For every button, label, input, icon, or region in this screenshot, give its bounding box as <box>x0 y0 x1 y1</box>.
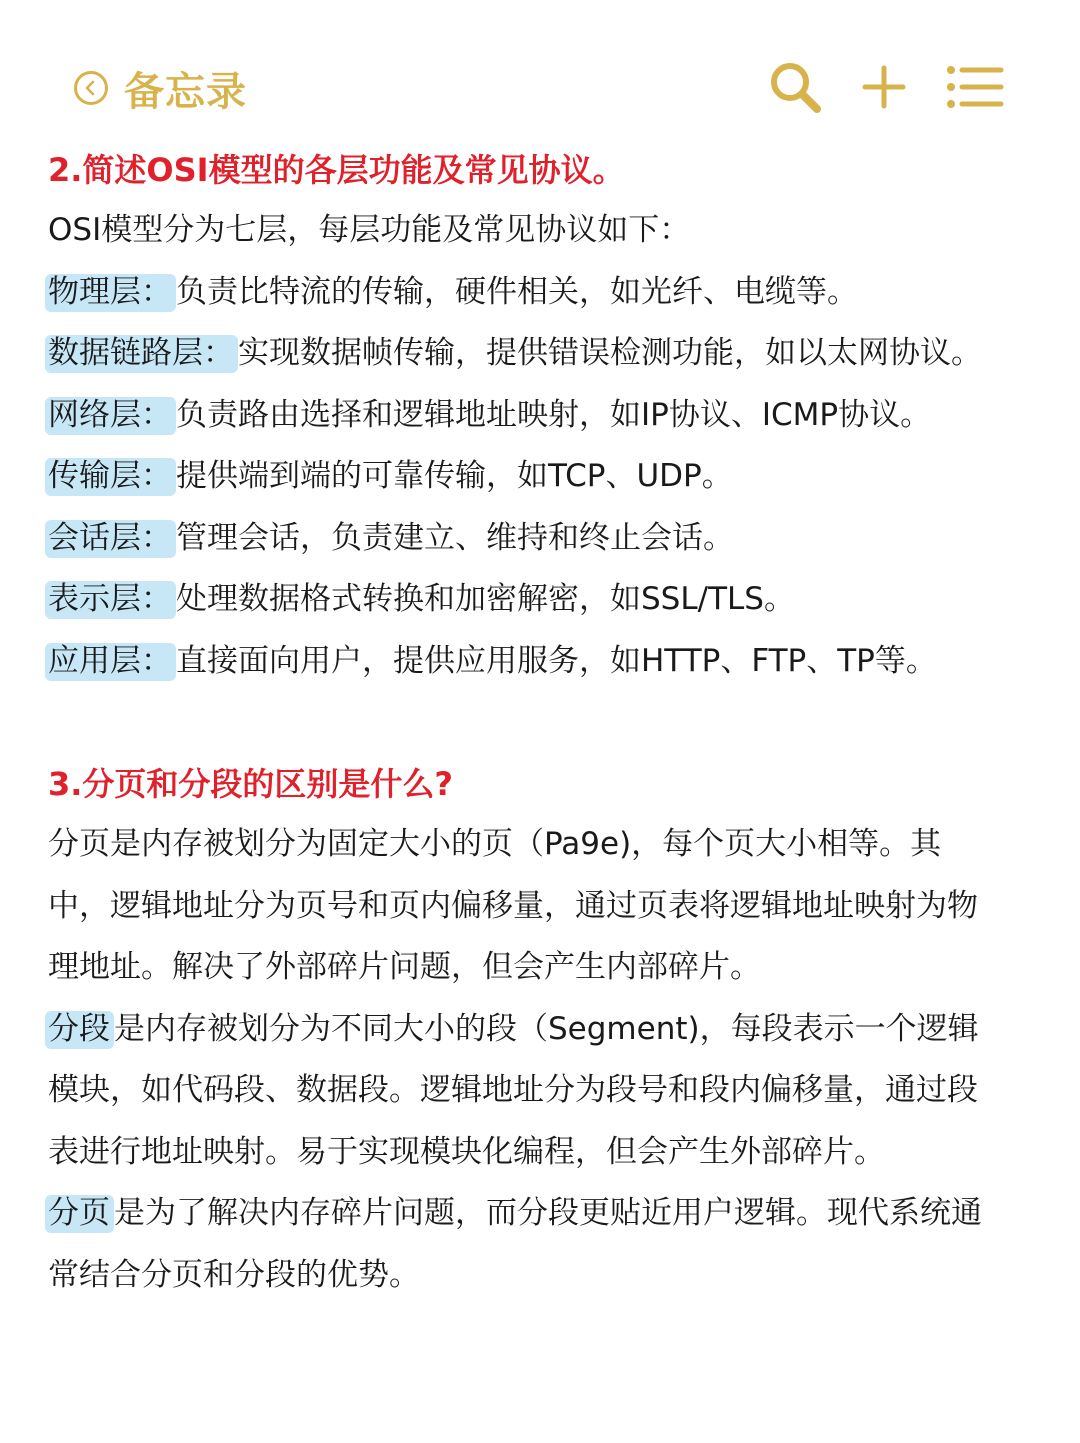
paragraph-line: 中，逻辑地址分为页号和页内偏移量，通过页表将逻辑地址映射为物 <box>48 887 978 924</box>
layer-desc: 实现数据帧传输，提供错误检测功能，如以太网协议。 <box>238 335 982 371</box>
chevron-left-circle-icon <box>74 71 108 105</box>
layer-row <box>48 262 1060 324</box>
layer-row <box>48 385 1060 447</box>
layer-name-highlight: 表示层： <box>45 581 176 619</box>
layer-desc: 负责路由选择和逻辑地址映射，如IP协议、ICMP协议。 <box>176 396 932 433</box>
search-icon[interactable] <box>766 58 824 116</box>
note-content <box>48 140 1060 1306</box>
paragraph-line <box>48 999 1060 1061</box>
paragraph-line: 分页是内存被划分为固定大小的页（Pa9e)，每个页大小相等。其 <box>48 826 942 862</box>
layer-row <box>48 446 1060 508</box>
layer-desc: 直接面向用户，提供应用服务，如HTTP、FTP、TP等。 <box>176 642 937 679</box>
paragraph-line: 表进行地址映射。易于实现模块化编程，但会产生外部碎片。 <box>48 1133 885 1170</box>
osi-intro: OSI模型分为七层，每层功能及常见协议如下： <box>48 212 691 248</box>
layer-desc: 管理会话，负责建立、维持和终止会话。 <box>176 519 734 556</box>
paragraph-line: 理地址。解决了外部碎片问题，但会产生内部碎片。 <box>48 949 761 985</box>
term-highlight: 分段 <box>45 1011 114 1049</box>
section-title-paging: 3.分页和分段的区别是什么? <box>48 765 453 803</box>
nav-title: 备忘录 <box>124 68 247 115</box>
layer-row <box>48 508 1060 570</box>
paragraph-line: 模块，如代码段、数据段。逻辑地址分为段号和段内偏移量，通过段 <box>48 1072 978 1108</box>
layer-row <box>48 569 1060 631</box>
layer-name-highlight: 应用层： <box>45 643 176 681</box>
list-icon[interactable] <box>946 58 1004 116</box>
section-spacer <box>48 692 1060 754</box>
section-title-osi: 2.简述OSI模型的各层功能及常见协议。 <box>48 151 625 189</box>
layer-name-highlight: 网络层： <box>45 397 176 435</box>
layer-desc: 负责比特流的传输，硬件相关，如光纤、电缆等。 <box>176 273 858 310</box>
layer-name-highlight: 数据链路层： <box>45 335 238 373</box>
plus-icon[interactable] <box>855 58 913 116</box>
back-button[interactable] <box>74 62 247 114</box>
layer-desc: 处理数据格式转换和加密解密，如SSL/TLS。 <box>176 581 795 617</box>
layer-name-highlight: 传输层： <box>45 458 176 496</box>
paragraph-text: 是内存被划分为不同大小的段（Segment)，每段表示一个逻辑 <box>114 1010 979 1047</box>
layer-row <box>48 631 1060 693</box>
paragraph-line <box>48 1183 1060 1245</box>
term-highlight: 分页 <box>45 1195 114 1233</box>
paragraph-text: 是为了解决内存碎片问题，而分段更贴近用户逻辑。现代系统通 <box>114 1195 982 1231</box>
nav-bar <box>0 0 1080 150</box>
layer-desc: 提供端到端的可靠传输，如TCP、UDP。 <box>176 458 733 494</box>
layer-name-highlight: 物理层： <box>45 274 176 312</box>
layer-name-highlight: 会话层： <box>45 520 176 558</box>
paragraph-line: 常结合分页和分段的优势。 <box>48 1256 420 1293</box>
layer-row <box>48 323 1060 385</box>
